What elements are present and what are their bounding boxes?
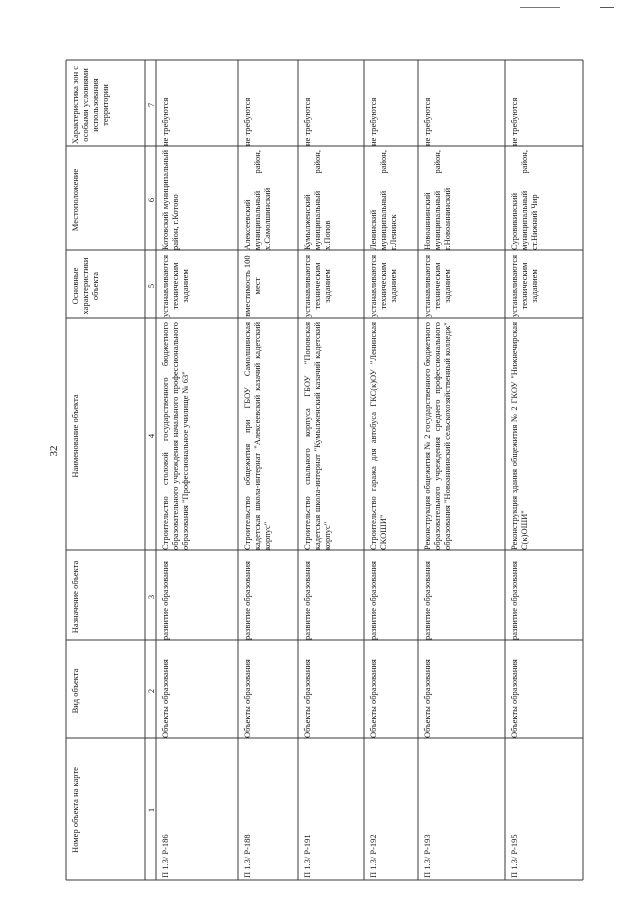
table-row-3-number: П 1.3/ Р-191 — [302, 834, 312, 878]
table-row-1-location: Котовский муниципальный район, г.Котово — [160, 150, 180, 250]
table-row-4-location: Ленинский муниципальный район, г.Ленинск — [368, 150, 398, 250]
table-row-3-zones: не требуются — [302, 97, 312, 146]
table-row-3-kind: Объекты образования — [302, 659, 312, 738]
header-characteristics: Основные характеристики объекта — [70, 257, 100, 315]
table-row-4-characteristics: устанавливаются техническим заданием — [368, 254, 398, 318]
table-row-1-kind: Объекты образования — [160, 659, 170, 738]
column-number: 5 — [146, 283, 156, 289]
table-row-2-number: П 1.3/ Р-188 — [242, 834, 252, 878]
table-row-4-name: Строительство гаража для автобуса ГКС(к)ОУ "Ленинская СКОШИ" — [368, 322, 388, 550]
column-number: 7 — [146, 102, 156, 108]
table-row-6-zones: не требуются — [509, 97, 519, 146]
table-row-6-characteristics: устанавливаются техническим заданием — [509, 254, 539, 318]
table-row-6-location: Суровикинский муниципальный район, ст.Нижний Чир — [509, 150, 539, 250]
column-number: 2 — [146, 688, 156, 694]
column-number: 4 — [146, 433, 156, 439]
header-purpose: Назначение объекта — [70, 560, 80, 634]
page-number: 32 — [48, 445, 60, 457]
header-zones: Характеристика зон с особыми условиями использования территории — [70, 65, 110, 145]
table-row-2-kind: Объекты образования — [242, 659, 252, 738]
table-row-2-purpose: развитие образования — [242, 561, 252, 640]
scan-artifact — [600, 7, 614, 8]
header-number: Номер объекта на карте — [70, 767, 80, 853]
table-row-3-characteristics: устанавливаются техническим заданием — [302, 254, 332, 318]
table-row-2-characteristics: вместимость 100 мест — [242, 255, 262, 317]
header-location: Местоположение — [70, 168, 80, 232]
table-row-1-number: П 1.3/ Р-186 — [160, 834, 170, 878]
table-row-5-zones: не требуются — [422, 97, 432, 146]
table-row-5-characteristics: устанавливаются техническим заданием — [422, 254, 452, 318]
table-row-6-name: Реконструкция здания общежития № 2 ГКОУ "Нижнечирская С(к)ОШИ" — [509, 322, 529, 550]
table-row-5-number: П 1.3/ Р-193 — [422, 834, 432, 878]
table-row-2-location: Алексеевский муниципальный район, х.Самолшинский — [242, 150, 272, 250]
table-row-1-purpose: развитие образования — [160, 561, 170, 640]
header-name: Наименование объекта — [70, 394, 80, 478]
table-row-5-kind: Объекты образования — [422, 659, 432, 738]
table-row-1-characteristics: устанавливаются техническим заданием — [160, 254, 190, 318]
table-row-3-name: Строительство спального корпуса ГБОУ "Поповская кадетская школа-интернат "Кумылженский казачий кадетский корпус" — [302, 322, 332, 550]
table-row-4-number: П 1.3/ Р-192 — [368, 834, 378, 878]
table-row-5-name: Реконструкция общежития № 2 государственного бюджетного образовательного учреждения среднего профессионального образования "Новоаннинский сельскохозяйственный колледж" — [422, 322, 452, 550]
header-kind: Вид объекта — [70, 668, 80, 714]
column-number: 3 — [146, 594, 156, 600]
table-row-1-name: Строительство столовой государственного бюджетного образовательного учреждения начального профессионального образования "Профессиональное училище № 63" — [160, 322, 190, 550]
table-row-4-zones: не требуются — [368, 97, 378, 146]
table-row-1-zones: не требуются — [160, 97, 170, 146]
table-row-4-kind: Объекты образования — [368, 659, 378, 738]
table-row-3-purpose: развитие образования — [302, 561, 312, 640]
table-row-2-zones: не требуются — [242, 97, 252, 146]
table-row-6-purpose: развитие образования — [509, 561, 519, 640]
table-row-6-number: П 1.3/ Р-195 — [509, 834, 519, 878]
table-row-6-kind: Объекты образования — [509, 659, 519, 738]
column-number: 1 — [146, 807, 156, 813]
table-row-2-name: Строительство общежития при ГБОУ Самолшинская кадетская школа-интернат "Алексеевский казачий кадетский корпус" — [242, 322, 272, 550]
column-number: 6 — [146, 197, 156, 203]
table-row-5-purpose: развитие образования — [422, 561, 432, 640]
table-row-4-purpose: развитие образования — [368, 561, 378, 640]
scan-artifact — [520, 7, 560, 8]
table-row-3-location: Кумылженский муниципальный район, х.Попов — [302, 150, 332, 250]
table-row-5-location: Новоаннинский муниципальный район, г.Новоаннинский — [422, 150, 452, 250]
